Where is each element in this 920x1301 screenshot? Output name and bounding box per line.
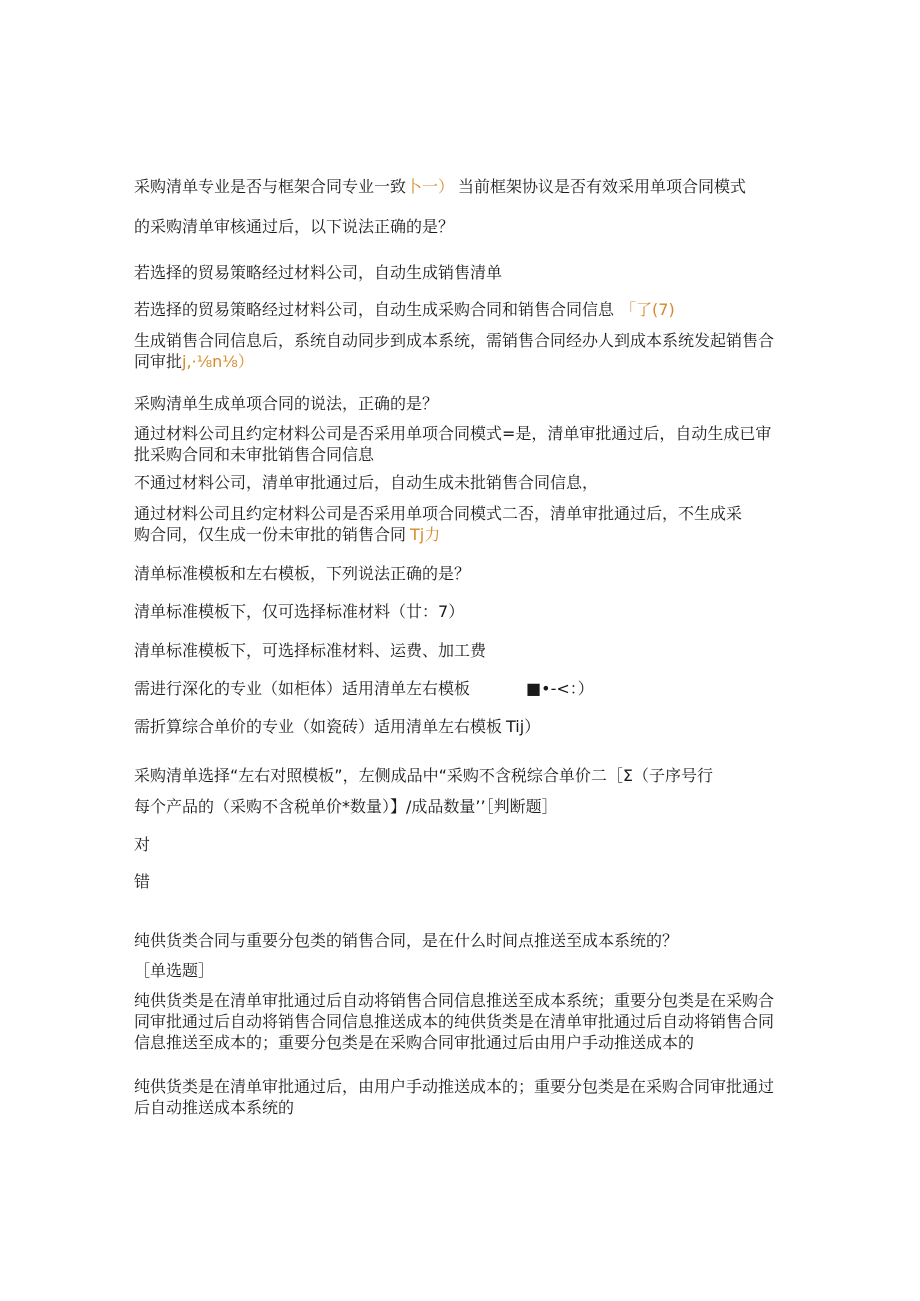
- q5-line-1: 采购清单选择“左右对照模板”，左侧成品中“采购不含税综合单价二［Σ（子序号行: [134, 766, 713, 785]
- q6-option-1: 纯供货类是在清单审批通过后自动将销售合同信息推送至成本系统；重要分包类是在采购合同审批通过后自动将销售合同信息推送成本的纯供货类是在清单审批通过后自动将销售合同信息推送至成本的；重要分包类是在采购合同审批通过后由用户手动推送成本的: [134, 991, 775, 1052]
- option-mark: （廿：7）: [390, 602, 465, 621]
- option-text: 通过材料公司且约定材料公司是否采用单项合同模式二否，清单审批通过后，不生成采购合同，仅生成一份未审批的销售合同: [134, 504, 743, 544]
- option-text: 通过材料公司且约定材料公司是否采用单项合同模式=是，清单审批通过后，自动生成已审批采购合同和未审批销售合同信息: [134, 424, 772, 464]
- q6-type: ［单选题］: [134, 961, 215, 980]
- q3-question: 采购清单生成单项合同的说法，正确的是？: [134, 394, 439, 413]
- q2-option-1: [134, 262, 502, 283]
- q5-option-false: 错: [134, 872, 151, 891]
- option-mark: Tij）: [506, 717, 541, 736]
- option-text: 不通过材料公司，清单审批通过后，自动生成未批销售合同信息，: [134, 473, 599, 492]
- q5-line-2: 每个产品的（采购不含税单价*数量）】/成品数量’’［判断题］: [134, 797, 558, 816]
- q1-mark: 卜一）: [406, 177, 455, 196]
- q4-question: 清单标准模板和左右模板，下列说法正确的是？: [134, 564, 471, 583]
- option-mark: Tj力: [410, 525, 441, 544]
- q1-line: [134, 176, 746, 197]
- q1-text: 采购清单专业是否与框架合同专业一致: [134, 177, 407, 196]
- option-text: 若选择的贸易策略经过材料公司，自动生成采购合同和销售合同信息: [134, 300, 615, 319]
- option-text: 若选择的贸易策略经过材料公司，自动生成销售清单: [134, 263, 503, 282]
- q3-option-1: [134, 423, 784, 465]
- q4-option-4: [134, 716, 540, 737]
- q4-option-2: [134, 640, 486, 661]
- option-text: 清单标准模板下，仅可选择标准材料: [134, 602, 391, 621]
- q6-option-2: 纯供货类是在清单审批通过后，由用户手动推送成本的；重要分包类是在采购合同审批通过后自动推送成本系统的: [134, 1077, 775, 1117]
- q2-option-2: [134, 299, 675, 320]
- q6-question: 纯供货类合同与重要分包类的销售合同，是在什么时间点推送至成本系统的？: [134, 931, 679, 950]
- q3-option-2: [134, 472, 598, 493]
- q2-question: 的采购清单审核通过后，以下说法正确的是？: [134, 217, 455, 236]
- q4-option-1: [134, 601, 464, 622]
- option-text: 需进行深化的专业（如柜体）适用清单左右模板: [134, 679, 471, 698]
- q5-option-true: 对: [134, 835, 151, 854]
- q3-option-3: [134, 503, 754, 545]
- option-mark: 「了(7): [620, 300, 675, 319]
- q2-option-3: [134, 330, 784, 372]
- option-text: 生成销售合同信息后，系统自动同步到成本系统，需销售合同经办人到成本系统发起销售合同审批: [134, 331, 775, 371]
- option-mark: ■•-<：）: [526, 679, 594, 698]
- option-mark: j,·⅛n⅛）: [182, 352, 254, 371]
- q1-text2: 当前框架协议是否有效采用单项合同模式: [458, 177, 747, 196]
- q4-option-3: [134, 678, 594, 699]
- option-text: 清单标准模板下，可选择标准材料、运费、加工费: [134, 641, 487, 660]
- option-text: 需折算综合单价的专业（如瓷砖）适用清单左右模板: [134, 717, 503, 736]
